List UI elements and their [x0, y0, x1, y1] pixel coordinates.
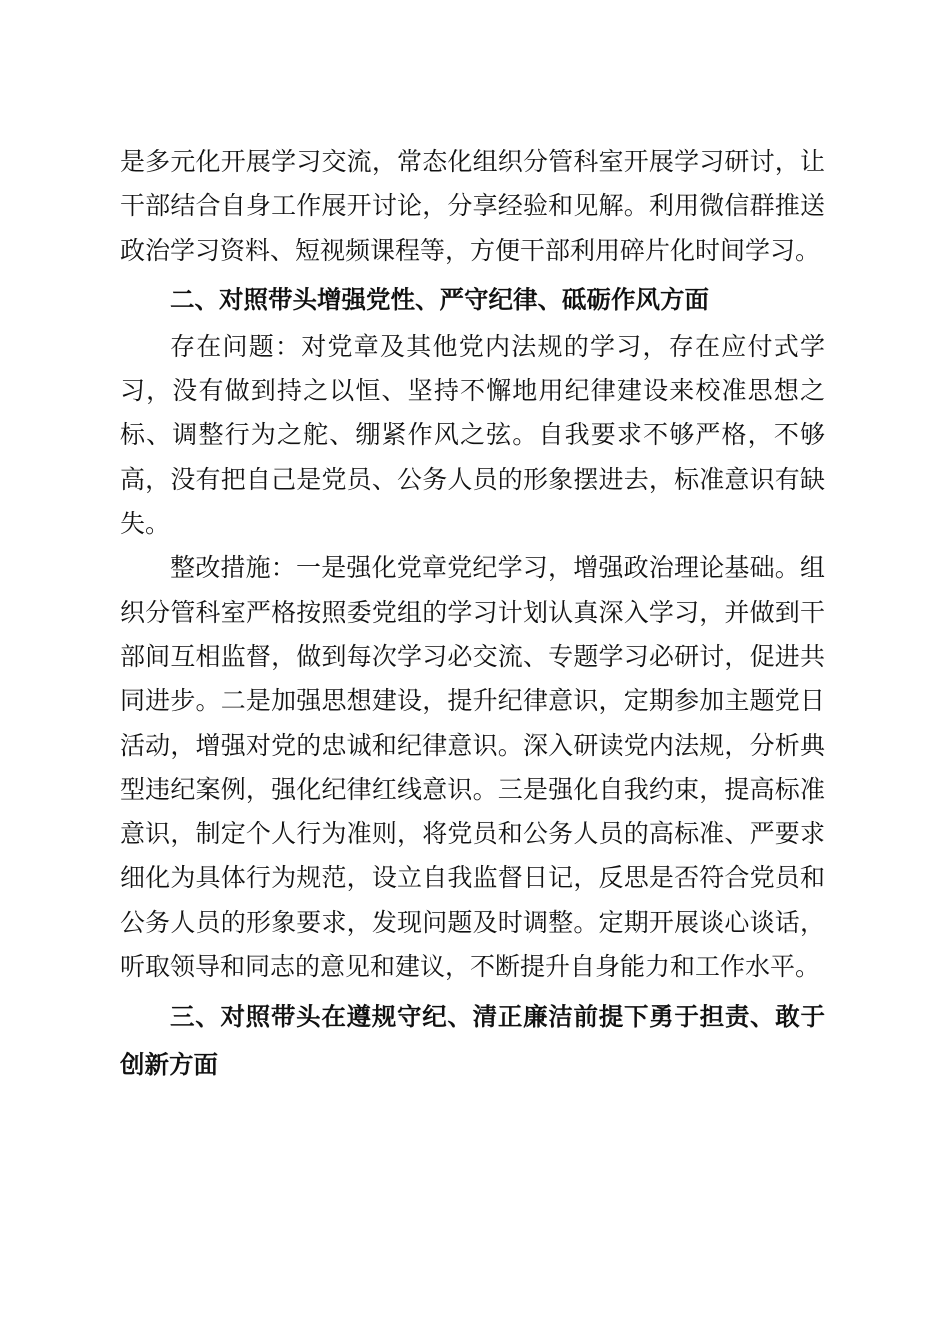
- paragraph-measures: 整改措施：一是强化党章党纪学习，增强政治理论基础。组织分管科室严格按照委党组的学习计划认真深入学习，并做到干部间互相监督，做到每次学习必交流、专题学习必研讨，促进共同进步。二是加强思想建设，提升纪律意识，定期参加主题党日活动，增强对党的忠诚和纪律意识。深入研读党内法规，分析典型违纪案例，强化纪律红线意识。三是强化自我约束，提高标准意识，制定个人行为准则，将党员和公务人员的高标准、严要求细化为具体行为规范，设立自我监督日记，反思是否符合党员和公务人员的形象要求，发现问题及时调整。定期开展谈心谈话，听取领导和同志的意见和建议，不断提升自身能力和工作水平。: [120, 553, 825, 982]
- paragraph-continuation: 是多元化开展学习交流，常态化组织分管科室开展学习研讨，让干部结合自身工作展开讨论，分享经验和见解。利用微信群推送政治学习资料、短视频课程等，方便干部利用碎片化时间学习。: [120, 147, 825, 265]
- document-body: [120, 140, 825, 1089]
- section-heading-two: 二、对照带头增强党性、严守纪律、砥砺作风方面: [170, 284, 709, 314]
- paragraph-problems: 存在问题：对党章及其他党内法规的学习，存在应付式学习，没有做到持之以恒、坚持不懈地用纪律建设来校准思想之标、调整行为之舵、绷紧作风之弦。自我要求不够严格，不够高，没有把自己是党员、公务人员的形象摆进去，标准意识有缺失。: [120, 331, 825, 539]
- section-heading-three: 三、对照带头在遵规守纪、清正廉洁前提下勇于担责、敢于创新方面: [120, 1002, 825, 1080]
